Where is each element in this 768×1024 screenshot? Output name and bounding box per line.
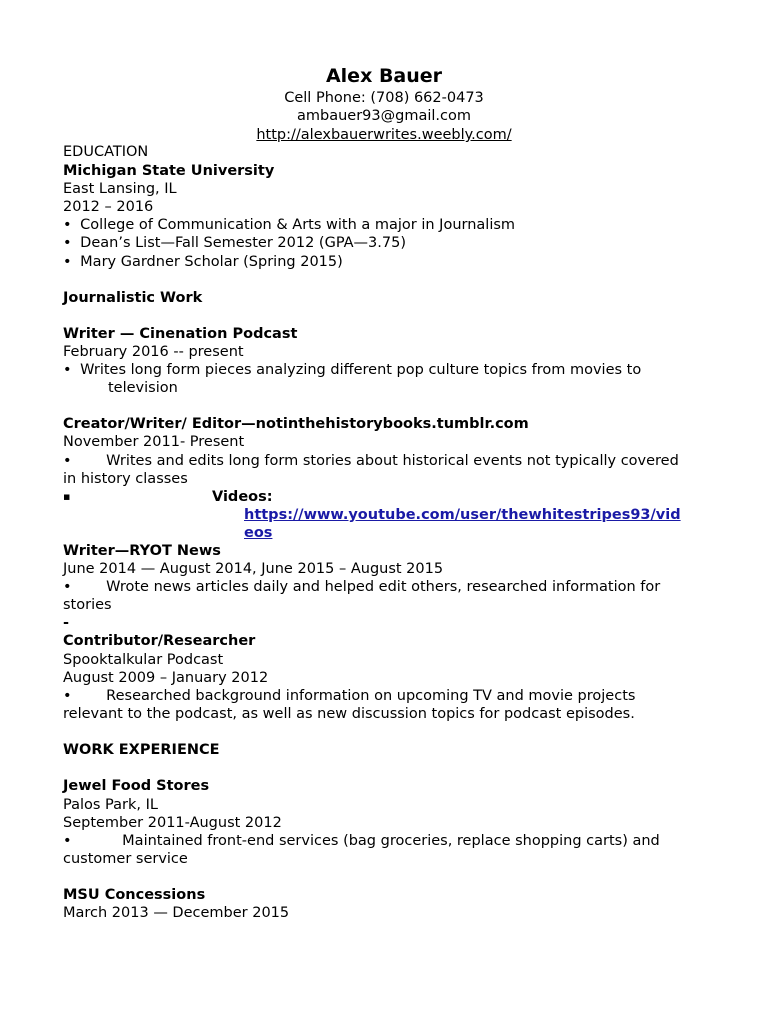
website-link[interactable]: [0, 126, 768, 144]
spook-bullet-continuation: relevant to the podcast, as well as new discussion topics for podcast episodes.: [63, 706, 635, 722]
email-address: ambauer93@gmail.com: [297, 108, 471, 124]
education-bullet-item: [63, 216, 515, 234]
videos-link-text-continuation[interactable]: eos: [244, 525, 273, 541]
education-bullet-text: College of Communication & Arts with a major in Journalism: [80, 217, 516, 233]
school-name: Michigan State University: [63, 163, 275, 179]
ryot-dates: June 2014 — August 2014, June 2015 – August 2015: [63, 561, 444, 577]
journalistic-heading: Journalistic Work: [63, 290, 203, 306]
ryot-bullet-continuation: stories: [63, 597, 112, 613]
bullet-glyph: •: [63, 217, 72, 233]
bullet-glyph: •: [63, 453, 72, 469]
cinenation-bullet-text: Writes long form pieces analyzing different pop culture topics from movies to: [80, 362, 642, 378]
jewel-dates: September 2011-August 2012: [63, 815, 282, 831]
resume-name: Alex Bauer: [325, 65, 443, 87]
website-link-text[interactable]: http://alexbauerwrites.weebly.com/: [256, 127, 512, 143]
school-years: 2012 – 2016: [63, 199, 154, 215]
msu-dates: March 2013 — December 2015: [63, 905, 290, 921]
small-square-bullet: ▪: [63, 490, 71, 503]
spook-dates: August 2009 – January 2012: [63, 670, 269, 686]
education-bullet-item: [63, 234, 406, 252]
spook-title: Contributor/Researcher: [63, 633, 256, 649]
jewel-location: Palos Park, IL: [63, 797, 158, 813]
jewel-bullet-text: Maintained front-end services (bag groceries, replace shopping carts) and: [122, 833, 660, 849]
dash-separator: -: [63, 615, 70, 631]
videos-link[interactable]: [244, 506, 681, 524]
bullet-glyph: •: [63, 579, 72, 595]
jewel-bullet: [63, 832, 660, 850]
education-heading: EDUCATION: [63, 144, 149, 160]
bullet-glyph: •: [63, 254, 72, 270]
tumblr-bullet-text: Writes and edits long form stories about historical events not typically covered: [106, 453, 679, 469]
bullet-glyph: •: [63, 235, 72, 251]
tumblr-bullet: [63, 452, 679, 470]
jewel-bullet-continuation: customer service: [63, 851, 188, 867]
education-bullet-text: Mary Gardner Scholar (Spring 2015): [80, 254, 343, 270]
tumblr-title: Creator/Writer/ Editor—notinthehistorybooks.tumblr.com: [63, 416, 529, 432]
ryot-title: Writer—RYOT News: [63, 543, 221, 559]
work-heading: WORK EXPERIENCE: [63, 742, 220, 758]
spook-org: Spooktalkular Podcast: [63, 652, 224, 668]
spook-bullet-text: Researched background information on upcoming TV and movie projects: [106, 688, 636, 704]
cinenation-bullet: [63, 361, 641, 379]
phone-number: Cell Phone: (708) 662-0473: [284, 90, 484, 106]
bullet-glyph: •: [63, 833, 72, 849]
videos-label: Videos:: [212, 489, 273, 505]
bullet-glyph: •: [63, 688, 72, 704]
ryot-bullet: [63, 578, 660, 596]
bullet-glyph: •: [63, 362, 72, 378]
jewel-title: Jewel Food Stores: [63, 778, 210, 794]
education-bullet-item: [63, 253, 343, 271]
cinenation-dates: February 2016 -- present: [63, 344, 244, 360]
spook-bullet: [63, 687, 635, 705]
videos-link-text[interactable]: https://www.youtube.com/user/thewhitestripes93/vid: [244, 507, 681, 523]
school-location: East Lansing, IL: [63, 181, 177, 197]
tumblr-dates: November 2011- Present: [63, 434, 245, 450]
ryot-bullet-text: Wrote news articles daily and helped edit others, researched information for: [106, 579, 661, 595]
cinenation-bullet-continuation: television: [108, 380, 178, 396]
education-bullet-text: Dean’s List—Fall Semester 2012 (GPA—3.75): [80, 235, 406, 251]
videos-link-continuation[interactable]: [244, 524, 272, 542]
tumblr-bullet-continuation: in history classes: [63, 471, 188, 487]
msu-title: MSU Concessions: [63, 887, 206, 903]
cinenation-title: Writer — Cinenation Podcast: [63, 326, 298, 342]
